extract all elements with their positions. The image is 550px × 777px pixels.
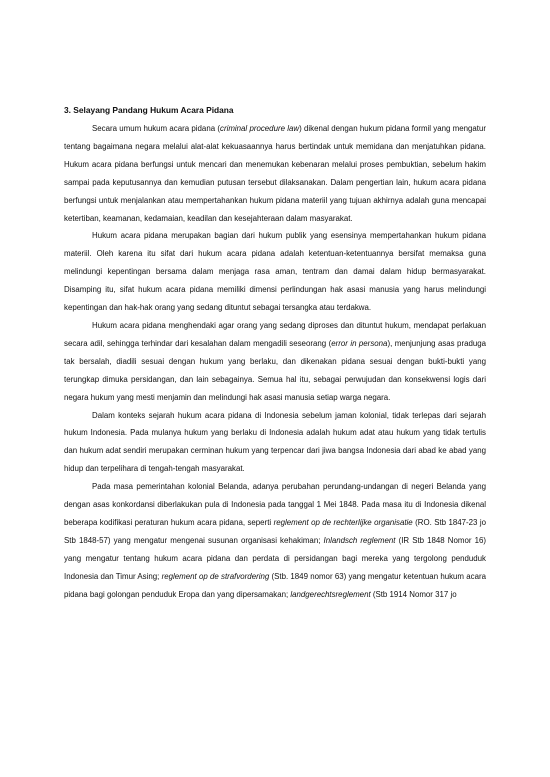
italic-term: error in persona [331,338,388,348]
italic-term: landgerechtsreglement [290,589,371,599]
body-paragraph [64,317,486,407]
body-paragraph [64,227,486,317]
paragraph-text: (Stb. 1849 nomor 63) yang mengatur ketentuan hukum acara pidana bagi golongan penduduk Eropa dan yang dipersamakan; [64,571,486,599]
italic-term: criminal procedure law [220,124,300,133]
paragraph-text: Secara umum hukum acara pidana ( [92,124,220,133]
body-paragraph [64,407,486,479]
paragraph-text: (IR Stb 1848 Nomor 16) yang mengatur tentang hukum acara pidana dan perdata di persidangan bagi mereka yang tergolong penduduk Indonesia dan Timur Asing; [64,535,486,581]
paragraph-text: Dalam konteks sejarah hukum acara pidana di Indonesia sebelum jaman kolonial, tidak terlepas dari sejarah hukum Indonesia. Pada mulanya hukum yang berlaku di Indonesia adalah hukum adat atau hukum yang tidak tertulis dan hukum adat sendiri merupakan cerminan hukum yang terpencar dari jiwa bangsa Indonesia dari abad ke abad yang hidup dan terpelihara di tengah-tengah masyarakat. [64,410,486,474]
body-paragraph [64,120,486,227]
section-heading: 3. Selayang Pandang Hukum Acara Pidana [64,105,234,115]
paragraph-text: Hukum acara pidana menghendaki agar orang yang sedang diproses dan dituntut hukum, mendapat perlakuan secara adil, sehingga terhindar dari kesalahan dalam mengadili seseorang ( [64,320,486,348]
italic-term: reglement op de strafvordering [161,571,270,581]
paragraph-text: ), menjunjung asas praduga tak bersalah, diadili sesuai dengan hukum yang berlaku, dan dikenakan pidana sesuai dengan bukti-bukti yang terungkap dimuka persidangan, dan lain sebagainya. Semua hal itu, sebagai perwujudan dan konsekwensi logis dari negara hukum yang mesti menjamin dan melindungi hak asasi manusia setiap warga negara. [64,338,487,402]
paragraph-text: Pada masa pemerintahan kolonial Belanda, adanya perubahan perundang-undangan di negeri Belanda yang dengan asas konkordansi diberlakukan pula di Indonesia pada tanggal 1 Mei 1848. Pada masa itu di Indonesia dikenal beberapa kodifikasi peraturan hukum acara pidana, seperti [64,482,486,527]
italic-term: reglement op de rechterlijke organisatie [273,517,413,527]
document-body [64,120,486,603]
body-paragraph [64,478,486,603]
paragraph-text: ) dikenal dengan hukum pidana formil yang mengatur tentang bagaimana negara melalui alat-alat kekuasaannya harus bertindak untuk memidana dan menjatuhkan pidana. Hukum acara pidana berfungsi untuk mencari dan menemukan kebenaran melalui proses pembuktian, sebelum hakim sampai pada keputusannya dan kemudian putusan tersebut dilaksanakan. Dalam pengertian lain, hukum acara pidana berfungsi untuk menjalankan atau mempertahankan hukum pidana materiil yang tujuan akhirnya adalah guna mencapai ketertiban, keamanan, kedamaian, keadilan dan kesejahteraan dalam masyarakat. [64,124,487,223]
italic-term: Inlandsch reglement [323,535,396,545]
paragraph-text: (RO. Stb 1847-23 jo Stb 1848-57) yang mengatur mengenai susunan organisasi kehakiman; [64,517,486,545]
paragraph-text: (Stb 1914 Nomor 317 jo [370,589,457,599]
paragraph-text: Hukum acara pidana merupakan bagian dari hukum publik yang esensinya mempertahankan hukum pidana materiil. Oleh karena itu sifat dari hukum acara pidana adalah ketentuan-ketentuannya bersifat memaksa guna melindungi kepentingan bersama dalam menjaga rasa aman, tentram dan damai dalam hidup bermasyarakat. Disamping itu, sifat hukum acara pidana memiliki dimensi perlindungan hak asasi manusia yang harus melindungi kepentingan dan hak-hak orang yang sedang dituntut sebagai tersangka atau terdakwa. [64,231,486,313]
